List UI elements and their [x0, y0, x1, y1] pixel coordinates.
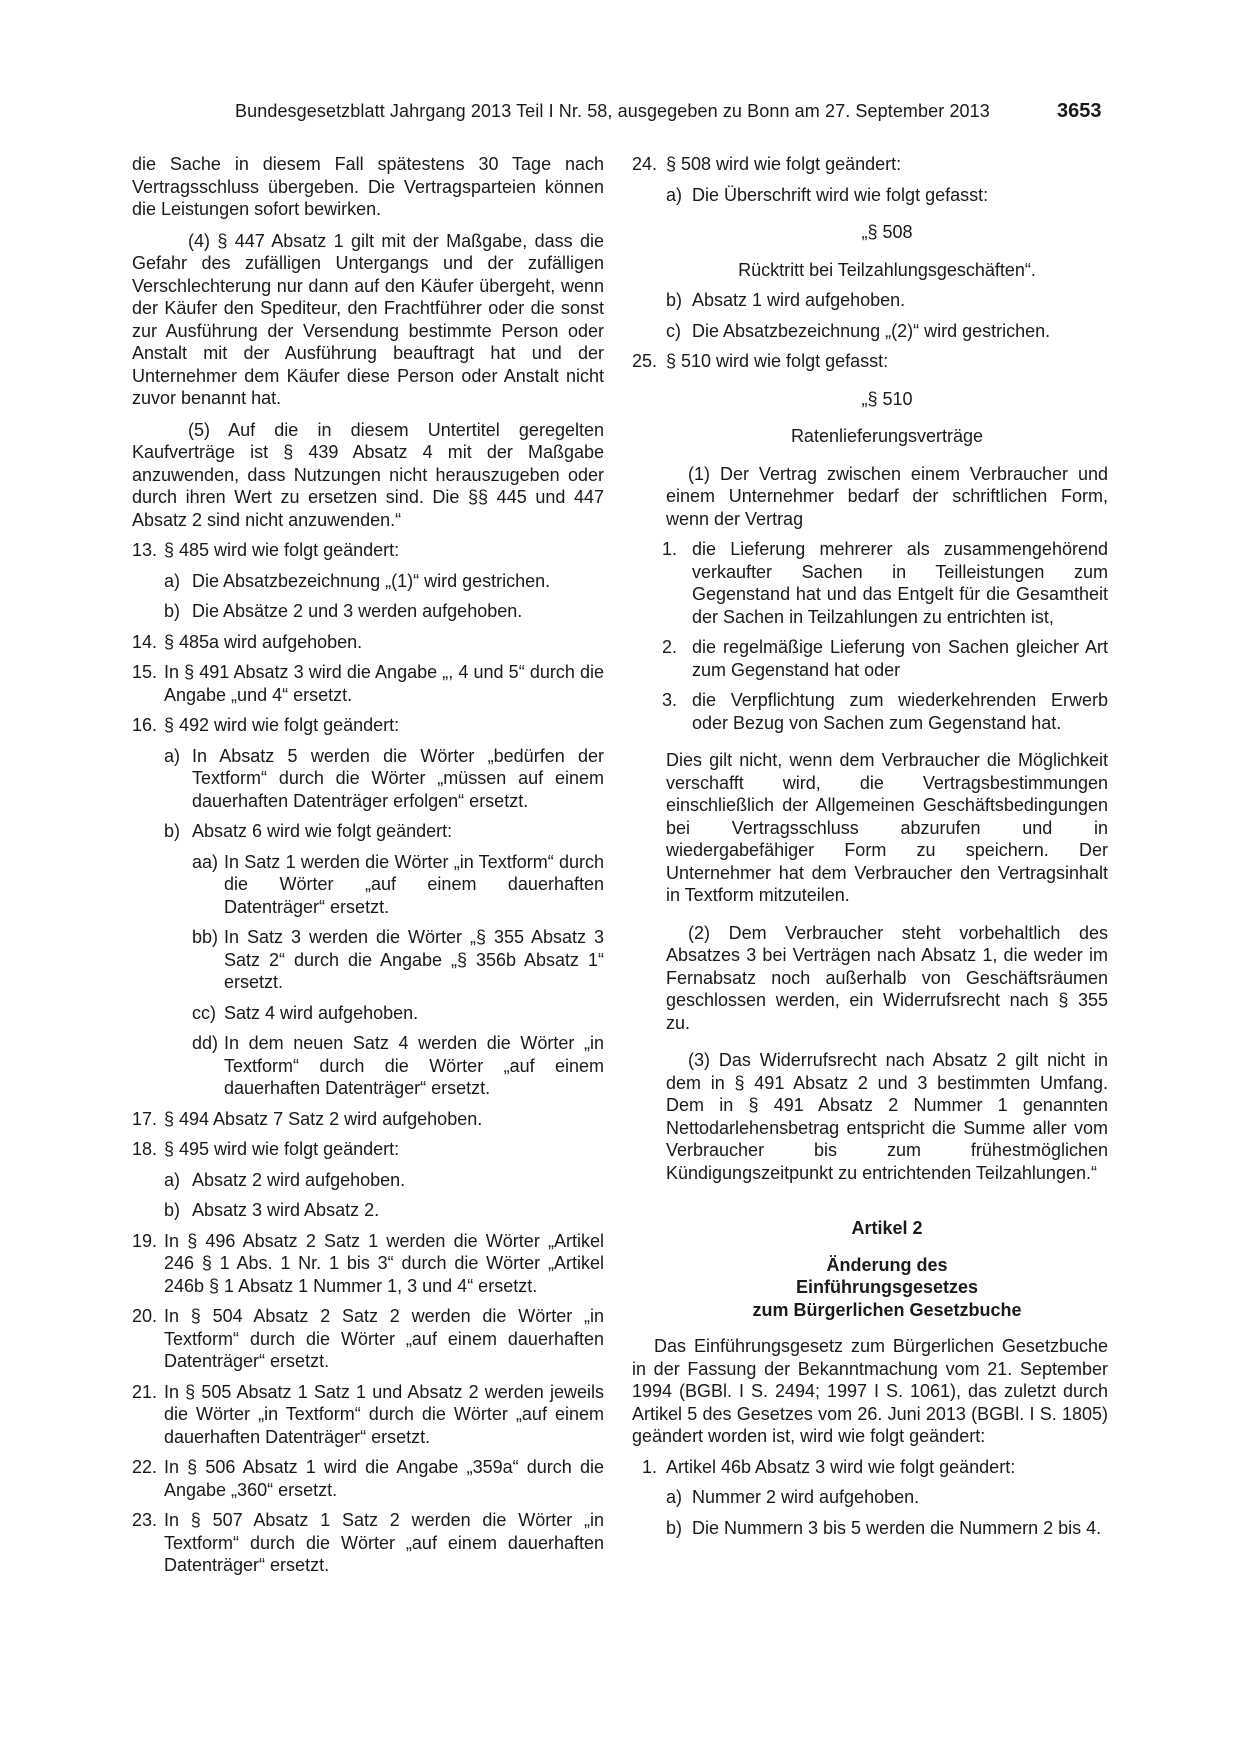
list-item: a) Absatz 2 wird aufgehoben.	[164, 1169, 406, 1190]
list-item: 13. § 485 wird wie folgt geändert:	[132, 540, 400, 560]
list-item: 2. die regelmäßige Lieferung von Sachen gleicher Art zum Gegenstand hat oder	[662, 637, 1108, 680]
paragraph: (2) Dem Verbraucher steht vorbehaltlich des Absatzes 3 bei Verträgen nach Absatz 1, die weder im Fernabsatz noch außerhalb von Geschäftsräumen geschlossen werden, ein Widerrufsrecht nach § 355 zu.	[666, 922, 1108, 1033]
list-item: 14. § 485a wird aufgehoben.	[132, 631, 363, 652]
list-item: a) Die Überschrift wird wie folgt gefasst:	[666, 184, 989, 205]
paragraph: Das Einführungsgesetz zum Bürgerlichen Gesetzbuche in der Fassung der Bekanntmachung vom 21. September 1994 (BGBl. I S. 2494; 1997 I S. 1061), das zuletzt durch Artikel 5 des Gesetzes vom 26. Juni 2013 (BGBl. I S. 1805) geändert worden ist, wird wie folgt geändert:	[632, 1336, 1108, 1446]
list-item: c) Die Absatzbezeichnung „(2)“ wird gestrichen.	[666, 320, 1051, 341]
list-item: b) Absatz 6 wird wie folgt geändert:	[164, 821, 453, 841]
list-item: 25. § 510 wird wie folgt gefasst:	[632, 351, 889, 371]
article-heading: Änderung des	[826, 1254, 948, 1275]
list-item: aa) In Satz 1 werden die Wörter „in Textform“ durch die Wörter „auf einem dauerhaften Datenträger“ ersetzt.	[192, 851, 604, 917]
list-item: b) Absatz 3 wird Absatz 2.	[164, 1200, 380, 1220]
list-item: 20. In § 504 Absatz 2 Satz 2 werden die Wörter „in Textform“ durch die Wörter „auf einem dauerhaften Datenträger“ ersetzt.	[132, 1306, 604, 1371]
left-column	[132, 153, 604, 1577]
list-item: cc) Satz 4 wird aufgehoben.	[192, 1002, 419, 1023]
page-header	[0, 101, 1241, 127]
list-item: 17. § 494 Absatz 7 Satz 2 wird aufgehoben.	[132, 1108, 483, 1129]
section-title: Rücktritt bei Teilzahlungsgeschäften“.	[738, 259, 1036, 280]
paragraph: (3) Das Widerrufsrecht nach Absatz 2 gilt nicht in dem in § 491 Absatz 2 und 3 bestimmten Umfang. Dem in § 491 Absatz 2 Nummer 1 genannten Nettodarlehensbetrag entspricht die Summe aller vom Verbraucher bis zum frühestmöglichen Kündigungszeitpunkt zu entrichtenden Teilzahlungen.“	[666, 1050, 1108, 1183]
running-title: Bundesgesetzblatt Jahrgang 2013 Teil I Nr. 58, ausgegeben zu Bonn am 27. September 2013	[235, 101, 990, 121]
list-item: 18. § 495 wird wie folgt geändert:	[132, 1139, 400, 1159]
right-column	[632, 153, 1108, 1539]
article-heading: Einführungsgesetzes	[795, 1277, 979, 1297]
list-item: 21. In § 505 Absatz 1 Satz 1 und Absatz 2 werden jeweils die Wörter „in Textform“ durch die Wörter „auf einem dauerhaften Datenträger“ ersetzt.	[132, 1381, 604, 1447]
list-item: 23. In § 507 Absatz 1 Satz 2 werden die Wörter „in Textform“ durch die Wörter „auf einem dauerhaften Datenträger“ ersetzt.	[132, 1510, 604, 1575]
list-item: 24. § 508 wird wie folgt geändert:	[632, 154, 902, 174]
list-item: 3. die Verpflichtung zum wiederkehrenden Erwerb oder Bezug von Sachen zum Gegenstand hat.	[662, 690, 1108, 733]
paragraph: (5) Auf die in diesem Untertitel geregelten Kaufverträge ist § 439 Absatz 4 mit der Maßgabe anzuwenden, dass Nutzungen nicht herauszugeben oder durch ihren Wert zu ersetzen sind. Die §§ 445 und 447 Absatz 2 sind nicht anzuwenden.“	[132, 419, 604, 530]
paragraph: Dies gilt nicht, wenn dem Verbraucher die Möglichkeit verschafft wird, die Vertragsbestimmungen einschließlich der Allgemeinen Geschäftsbedingungen bei Vertragsschluss abzurufen und in wiedergabefähiger Form zu speichern. Der Unternehmer hat dem Verbraucher den Vertragsinhalt in Textform mitzuteilen.	[666, 750, 1108, 905]
list-item: 15. In § 491 Absatz 3 wird die Angabe „, 4 und 5“ durch die Angabe „und 4“ ersetzt.	[132, 662, 604, 705]
section-number: „§ 508	[861, 222, 913, 242]
list-item: bb) In Satz 3 werden die Wörter „§ 355 Absatz 3 Satz 2“ durch die Angabe „§ 356b Absatz 1“ ersetzt.	[192, 927, 604, 992]
page-number: 3653	[1057, 100, 1102, 122]
list-item: b) Die Absätze 2 und 3 werden aufgehoben.	[164, 601, 523, 621]
list-item: 16. § 492 wird wie folgt geändert:	[132, 715, 400, 735]
list-item: a) Die Absatzbezeichnung „(1)“ wird gestrichen.	[164, 570, 551, 591]
list-item: a) In Absatz 5 werden die Wörter „bedürfen der Textform“ durch die Wörter „müssen auf einem dauerhaften Datenträger erfolgen“ ersetzt.	[164, 745, 604, 811]
list-item: dd) In dem neuen Satz 4 werden die Wörter „in Textform“ durch die Wörter „auf einem dauerhaften Datenträger“ ersetzt.	[192, 1033, 604, 1098]
list-item: 1. Artikel 46b Absatz 3 wird wie folgt geändert:	[642, 1456, 1016, 1477]
list-item: a) Nummer 2 wird aufgehoben.	[666, 1487, 920, 1507]
section-title: Ratenlieferungsverträge	[790, 426, 984, 446]
list-item: b) Absatz 1 wird aufgehoben.	[666, 290, 906, 310]
article-title: Artikel 2	[851, 1218, 923, 1238]
paragraph: die Sache in diesem Fall spätestens 30 Tage nach Vertragsschluss übergeben. Die Vertragsparteien können die Leistungen sofort bewirken.	[132, 154, 604, 219]
list-item: 22. In § 506 Absatz 1 wird die Angabe „359a“ durch die Angabe „360“ ersetzt.	[132, 1457, 604, 1500]
section-number: „§ 510	[861, 388, 913, 409]
article-heading: zum Bürgerlichen Gesetzbuche	[752, 1299, 1022, 1320]
paragraph: (1) Der Vertrag zwischen einem Verbraucher und einem Unternehmer bedarf der schriftlichen Form, wenn der Vertrag	[666, 463, 1108, 529]
list-item: 1. die Lieferung mehrerer als zusammengehörend verkaufter Sachen in Teilleistungen zum Gegenstand hat und das Entgelt für die Gesamtheit der Sachen in Teilzahlungen zu entrichten ist,	[662, 539, 1108, 627]
list-item: 19. In § 496 Absatz 2 Satz 1 werden die Wörter „Artikel 246 § 1 Abs. 1 Nr. 1 bis 3“ durch die Wörter „Artikel 246b § 1 Absatz 1 Nummer 1, 3 und 4“ ersetzt.	[132, 1230, 604, 1296]
paragraph: (4) § 447 Absatz 1 gilt mit der Maßgabe, dass die Gefahr des zufälligen Untergangs und der zufälligen Verschlechterung nur dann auf den Käufer übergeht, wenn der Käufer den Spediteur, den Frachtführer oder die sonst zur Ausführung der Versendung bestimmte Person oder Anstalt mit der Ausführung beauftragt hat und der Unternehmer dem Käufer diese Person oder Anstalt nicht zuvor benannt hat.	[132, 230, 604, 408]
list-item: b) Die Nummern 3 bis 5 werden die Nummern 2 bis 4.	[666, 1517, 1102, 1538]
